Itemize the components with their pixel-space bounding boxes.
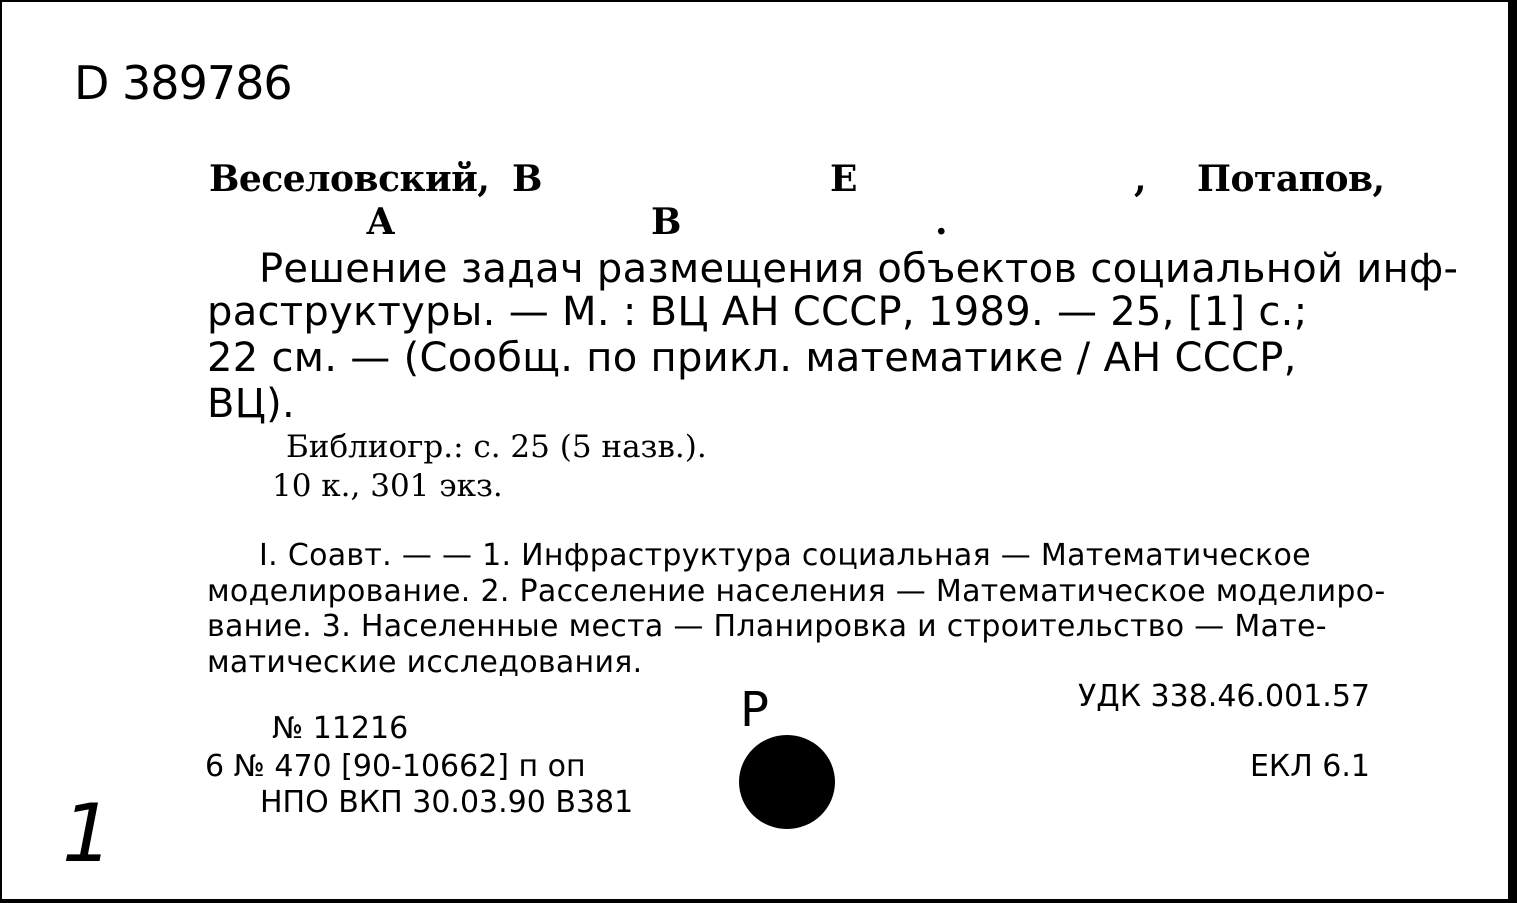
author-initial-1a: В [512, 158, 542, 200]
record-number: № 11216 [272, 711, 409, 746]
handwritten-r-mark: P [740, 682, 769, 738]
bibliography-note: Библиогр.: с. 25 (5 назв.). [286, 429, 707, 465]
subject-line-1: I. Соавт. — — 1. Инфраструктура социальная — Математическое [259, 538, 1311, 573]
price-copies-note: 10 к., 301 экз. [272, 468, 503, 504]
subject-line-4: матические исследования. [207, 645, 643, 680]
catalog-card [2, 2, 1511, 899]
subject-line-3: вание. 3. Населенные места — Планировка и строительство — Мате- [207, 609, 1327, 644]
description-line-4: ВЦ). [207, 381, 296, 427]
udk-code: УДК 338.46.001.57 [1077, 679, 1370, 714]
order-line: 6 № 470 [90-10662] п оп [205, 749, 586, 784]
subject-line-2: моделирование. 2. Расселение населения — Математическое моделиро- [207, 574, 1386, 609]
punched-hole-dot [739, 735, 835, 829]
author-initial-2b: В [651, 201, 681, 243]
author-period: . [935, 201, 948, 243]
description-line-2: раструктуры. — М. : ВЦ АН СССР, 1989. — 25, [1] с.; [207, 289, 1308, 335]
author-separator: , [1134, 158, 1147, 200]
handwritten-number: 1 [62, 787, 113, 880]
description-line-1: Решение задач размещения объектов социальной инф- [259, 246, 1459, 292]
ekl-code: ЕКЛ 6.1 [1249, 749, 1370, 784]
publisher-line: НПО ВКП 30.03.90 В381 [260, 785, 634, 820]
description-line-3: 22 см. — (Сообщ. по прикл. математике / АН СССР, [207, 335, 1297, 381]
author-surname-1: Веселовский, [209, 158, 490, 200]
catalog-number: D 389786 [74, 56, 292, 110]
author-initial-1b: Е [830, 158, 857, 200]
author-initial-2a: А [366, 201, 395, 243]
author-surname-2: Потапов, [1197, 158, 1385, 200]
